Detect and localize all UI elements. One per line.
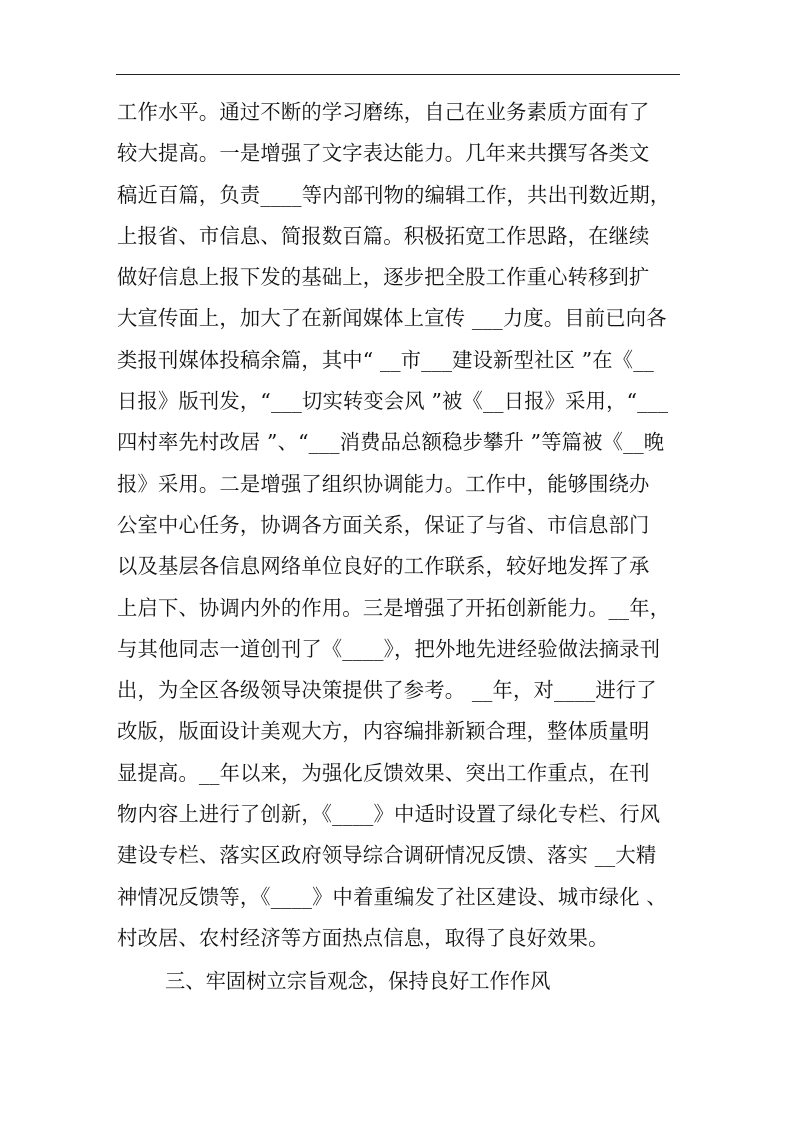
text-line: 公室中心任务，协调各方面关系，保证了与省、市信息部门 (117, 512, 650, 537)
text-line: 报》采用。二是增强了组织协调能力。工作中，能够围绕办 (117, 471, 650, 496)
text-line: 工作水平。通过不断的学习磨练，自己在业务素质方面有了 (117, 100, 650, 124)
text-line: 大宣传面上，加大了在新闻媒体上宣传 ___力度。目前已向各 (117, 306, 667, 331)
text-line: 显提高。__年以来，为强化反馈效果、突出工作重点，在刊 (117, 760, 650, 785)
text-line: 四村率先村改居 ”、“___消费品总额稳步攀升 ”等篇被《__晚 (117, 430, 665, 455)
text-line: 神情况反馈等，《____》中着重编发了社区建设、城市绿化 、 (117, 884, 667, 909)
text-line: 类报刊媒体投稿余篇，其中“ __市___建设新型社区 ”在《__ (117, 347, 654, 372)
text-line: 物内容上进行了创新，《____》中适时设置了绿化专栏、行风 (117, 802, 661, 827)
body-paragraph (117, 92, 682, 959)
text-line: 较大提高。一是增强了文字表达能力。几年来共撰写各类文 (117, 141, 650, 166)
text-line: 以及基层各信息网络单位良好的工作联系，较好地发挥了承 (117, 554, 650, 579)
header-rule (116, 74, 680, 75)
section-heading: 三、牢固树立宗旨观念，保持良好工作作风 (165, 969, 551, 993)
text-line: 建设专栏、落实区政府领导综合调研情况反馈、落实 __大精 (117, 843, 657, 868)
text-line: 与其他同志一道创刊了《____》，把外地先进经验做法摘录刊 (117, 636, 661, 661)
text-line: 上报省、市信息、简报数百篇。积极拓宽工作思路，在继续 (117, 223, 650, 248)
text-line: 出，为全区各级领导决策提供了参考。 __年，对____进行了 (117, 678, 657, 703)
text-line: 村改居、农村经济等方面热点信息，取得了良好效果。 (117, 925, 609, 950)
text-line: 稿近百篇，负责____等内部刊物的编辑工作，共出刊数近期， (117, 182, 671, 207)
text-line: 日报》版刊发，“___切实转变会风 ”被《__日报》采用，“___ (117, 389, 669, 414)
text-line: 上启下、协调内外的作用。三是增强了开拓创新能力。__年， (117, 595, 671, 620)
text-line: 做好信息上报下发的基础上，逐步把全股工作重心转移到扩 (117, 265, 650, 290)
text-line: 改版，版面设计美观大方，内容编排新颖合理，整体质量明 (117, 719, 650, 744)
